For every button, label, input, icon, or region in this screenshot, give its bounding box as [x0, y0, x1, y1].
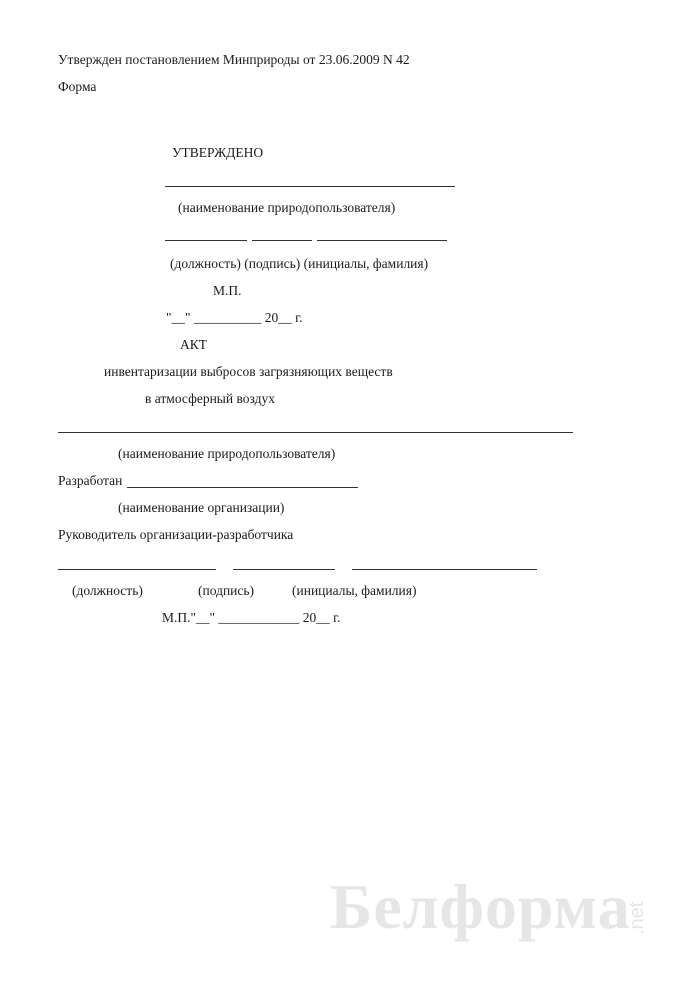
head-position-line: [58, 569, 216, 570]
approved-title: УТВЕРЖДЕНО: [172, 145, 264, 160]
approval-date-line: "__" __________ 20__ г.: [166, 310, 303, 325]
act-user-line: [58, 432, 573, 433]
org-name-caption: (наименование организации): [118, 500, 285, 515]
approval-note: Утвержден постановлением Минприроды от 23.06.2009 N 42: [58, 52, 410, 67]
act-user-caption: (наименование природопользователя): [118, 446, 336, 461]
head-initials-caption: (инициалы, фамилия): [292, 583, 417, 598]
head-seal-date-line: М.П."__" ____________ 20__ г.: [162, 610, 341, 625]
user-name-line: [165, 186, 455, 187]
seal-label: М.П.: [213, 283, 242, 298]
head-label: Руководитель организации-разработчика: [58, 527, 294, 542]
signature-line: [252, 240, 312, 241]
act-title: АКТ: [180, 337, 207, 352]
head-position-caption: (должность): [72, 583, 143, 598]
position-line: [165, 240, 247, 241]
form-label: Форма: [58, 79, 97, 94]
watermark-brand: Белформа: [330, 871, 631, 942]
developed-by-label: Разработан: [58, 473, 123, 488]
org-name-line: [127, 487, 358, 488]
user-name-caption: (наименование природопользователя): [178, 200, 396, 215]
head-signature-caption: (подпись): [198, 583, 255, 598]
head-initials-line: [352, 569, 537, 570]
watermark-domain: .net: [626, 901, 648, 935]
act-subtitle-1: инвентаризации выбросов загрязняющих веществ: [104, 364, 393, 379]
act-subtitle-2: в атмосферный воздух: [145, 391, 275, 406]
signature-caption: (должность) (подпись) (инициалы, фамилия): [170, 256, 429, 271]
initials-line: [317, 240, 447, 241]
head-signature-line: [233, 569, 335, 570]
